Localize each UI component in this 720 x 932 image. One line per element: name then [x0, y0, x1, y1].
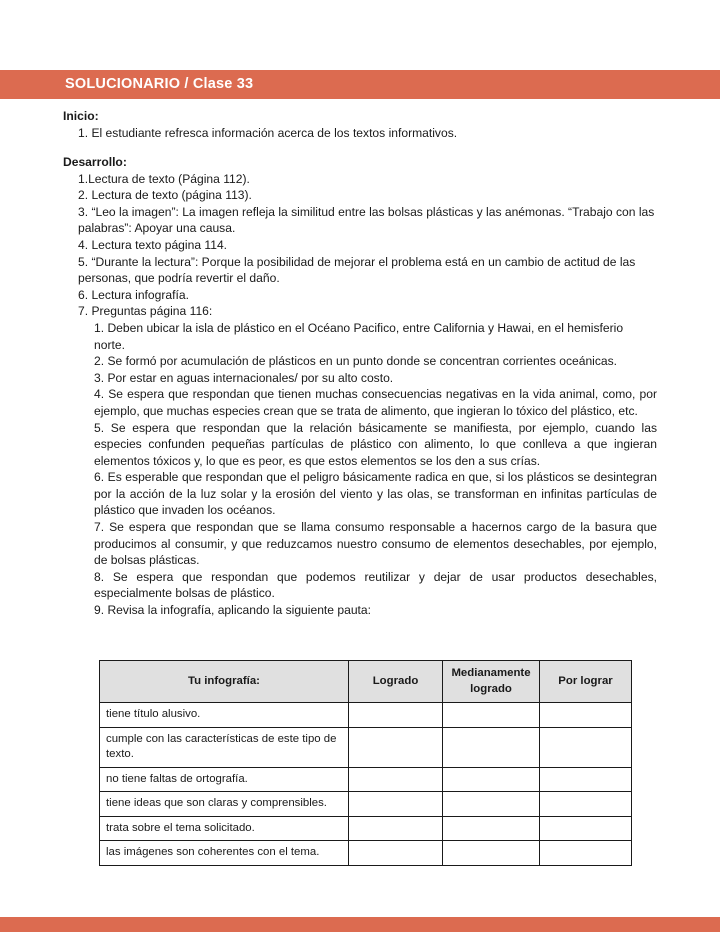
page-title: SOLUCIONARIO / Clase 33: [65, 76, 254, 92]
list-item: 4. Lectura texto página 114.: [78, 237, 228, 252]
table-row: [100, 816, 632, 841]
checkbox-cell-medianamente-logrado[interactable]: [443, 792, 540, 817]
criteria-cell: las imágenes son coherentes con el tema.: [100, 841, 349, 866]
list-item: 3. “Leo la imagen”: La imagen refleja la similitud entre las bolsas plásticas y las anémonas. “Trabajo con las palabras”: Apoyar una causa.: [78, 204, 655, 236]
list-item: 1. Deben ubicar la isla de plástico en el Océano Pacifico, entre California y Hawai, en el hemisferio norte.: [94, 320, 624, 352]
checkbox-cell-por-lograr[interactable]: [540, 727, 632, 767]
criteria-cell: tiene título alusivo.: [100, 703, 349, 728]
list-item: 6. Lectura infografía.: [78, 287, 189, 302]
checkbox-cell-medianamente-logrado[interactable]: [443, 841, 540, 866]
checkbox-cell-por-lograr[interactable]: [540, 841, 632, 866]
column-header-por-lograr: Por lograr: [540, 661, 632, 703]
checkbox-cell-medianamente-logrado[interactable]: [443, 703, 540, 728]
column-header-criteria: Tu infografía:: [100, 661, 349, 703]
checkbox-cell-medianamente-logrado[interactable]: [443, 727, 540, 767]
table-row: [100, 841, 632, 866]
checkbox-cell-logrado[interactable]: [349, 703, 443, 728]
list-item: 7. Preguntas página 116:: [78, 304, 213, 319]
list-item: 5. Se espera que respondan que la relación básicamente se manifiesta, por ejemplo, cuando las especies confunden pequeñas partículas de plástico con alimento, lo que conlleva a que ingieran elementos tóxicos y, lo que es peor, es que estos elementos se los den a sus crías.: [94, 420, 657, 468]
checkbox-cell-logrado[interactable]: [349, 792, 443, 817]
column-header-logrado: Logrado: [349, 661, 443, 703]
checkbox-cell-logrado[interactable]: [349, 816, 443, 841]
list-item: 1.Lectura de texto (Página 112).: [78, 171, 250, 186]
list-item: 4. Se espera que respondan que tienen muchas consecuencias negativas en la vida animal, como, por ejemplo, que muchas especies crean que se trata de alimento, que ingieran lo tóxico del plástico, etc.: [94, 387, 657, 418]
list-item: 8. Se espera que respondan que podemos reutilizar y dejar de usar productos desechables, especialmente bolsas de plástico.: [94, 569, 657, 601]
list-item: 1. El estudiante refresca información acerca de los textos informativos.: [78, 125, 458, 140]
section-heading-inicio: Inicio:: [63, 109, 99, 123]
checkbox-cell-logrado[interactable]: [349, 841, 443, 866]
section-heading-desarrollo: Desarrollo:: [63, 155, 127, 170]
checkbox-cell-por-lograr[interactable]: [540, 767, 632, 792]
list-item: 7. Se espera que respondan que se llama consumo responsable a hacernos cargo de la basura que producimos al consumir, y que reduzcamos nuestro consumo de elementos desechables, por ejemplo, de bolsas plásticas.: [94, 520, 657, 568]
criteria-cell: trata sobre el tema solicitado.: [100, 816, 349, 841]
checkbox-cell-logrado[interactable]: [349, 727, 443, 767]
checkbox-cell-por-lograr[interactable]: [540, 703, 632, 728]
document-body: [63, 108, 657, 619]
checkbox-cell-medianamente-logrado[interactable]: [443, 767, 540, 792]
column-header-medianamente-logrado: Medianamente logrado: [443, 661, 540, 703]
list-item: 6. Es esperable que respondan que el peligro básicamente radica en que, si los plásticos se desintegran por la acción de la luz solar y la erosión del viento y las olas, se transforman en infinitas partículas de plástico que invaden los océanos.: [94, 470, 657, 518]
list-item: 2. Se formó por acumulación de plásticos en un punto donde se concentran corrientes oceánicas.: [94, 354, 618, 369]
rubric-table: [99, 660, 632, 866]
list-item: 9. Revisa la infografía, aplicando la siguiente pauta:: [94, 603, 371, 618]
rubric-table-container: [99, 660, 631, 866]
checkbox-cell-por-lograr[interactable]: [540, 816, 632, 841]
table-row: [100, 792, 632, 817]
section-spacer: [63, 141, 657, 154]
table-header-row: [100, 661, 632, 703]
table-row: [100, 767, 632, 792]
table-row: [100, 703, 632, 728]
header-band: [0, 70, 720, 99]
criteria-cell: tiene ideas que son claras y comprensibles.: [100, 792, 349, 817]
list-item: 3. Por estar en aguas internacionales/ por su alto costo.: [94, 370, 394, 385]
list-item: 2. Lectura de texto (página 113).: [78, 188, 252, 203]
footer-band: [0, 917, 720, 932]
checkbox-cell-por-lograr[interactable]: [540, 792, 632, 817]
table-row: [100, 727, 632, 767]
checkbox-cell-medianamente-logrado[interactable]: [443, 816, 540, 841]
checkbox-cell-logrado[interactable]: [349, 767, 443, 792]
criteria-cell: cumple con las características de este tipo de texto.: [100, 727, 349, 767]
criteria-cell: no tiene faltas de ortografía.: [100, 767, 349, 792]
list-item: 5. “Durante la lectura”: Porque la posibilidad de mejorar el problema está en un cambio de actitud de las personas, que podría revertir el daño.: [78, 254, 636, 286]
